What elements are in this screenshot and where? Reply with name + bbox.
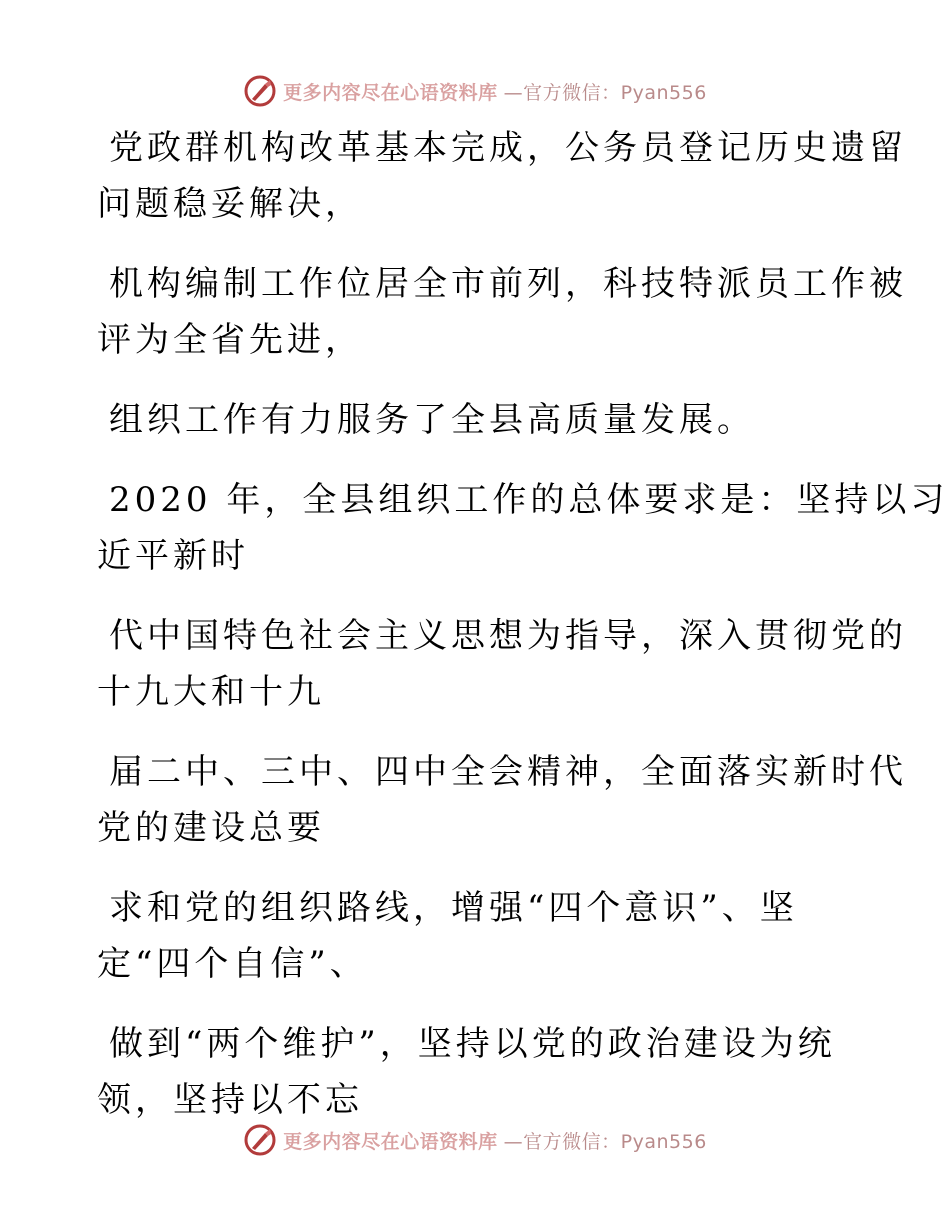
paragraph-line: 党政群机构改革基本完成，公务员登记历史遗留 [109, 128, 907, 168]
paragraph [97, 608, 907, 720]
paragraph-line: 领，坚持以不忘 [97, 1080, 363, 1120]
paragraph-line: 机构编制工作位居全市前列，科技特派员工作被 [109, 264, 907, 304]
paragraph [97, 120, 907, 232]
quill-seal-icon [243, 1123, 277, 1157]
paragraph [97, 1016, 857, 1128]
paragraph-line: 做到“两个维护”，坚持以党的政治建设为统 [109, 1024, 836, 1064]
paragraph-line: 问题稳妥解决， [97, 184, 363, 224]
paragraph-line: 近平新时 [97, 536, 249, 576]
watermark-wechat-text: —官方微信：Pyan556 [503, 1130, 707, 1153]
paragraph [97, 472, 949, 584]
paragraph-line: 评为全省先进， [97, 320, 363, 360]
footer-watermark [0, 1120, 950, 1160]
paragraph-line: 党的建设总要 [97, 808, 325, 848]
paragraph [97, 880, 857, 992]
paragraph-line: 十九大和十九 [97, 672, 325, 712]
quill-seal-icon [243, 74, 277, 108]
paragraph [97, 256, 907, 368]
paragraph-line: 定“四个自信”、 [97, 944, 368, 984]
watermark-main-text: 更多内容尽在心语资料库 [283, 81, 498, 104]
watermark-main-text: 更多内容尽在心语资料库 [283, 1130, 498, 1153]
document-body [97, 120, 949, 1152]
paragraph-line: 组织工作有力服务了全县高质量发展。 [109, 400, 755, 440]
paragraph-line: 2020 年，全县组织工作的总体要求是：坚持以习 [109, 480, 949, 520]
paragraph-line: 求和党的组织路线，增强“四个意识”、坚 [109, 888, 798, 928]
paragraph-line: 代中国特色社会主义思想为指导，深入贯彻党的 [109, 616, 907, 656]
watermark-wechat-text: —官方微信：Pyan556 [503, 81, 707, 104]
paragraph-line: 届二中、三中、四中全会精神，全面落实新时代 [109, 752, 907, 792]
paragraph [97, 744, 907, 856]
paragraph [97, 392, 857, 448]
header-watermark [0, 71, 950, 111]
